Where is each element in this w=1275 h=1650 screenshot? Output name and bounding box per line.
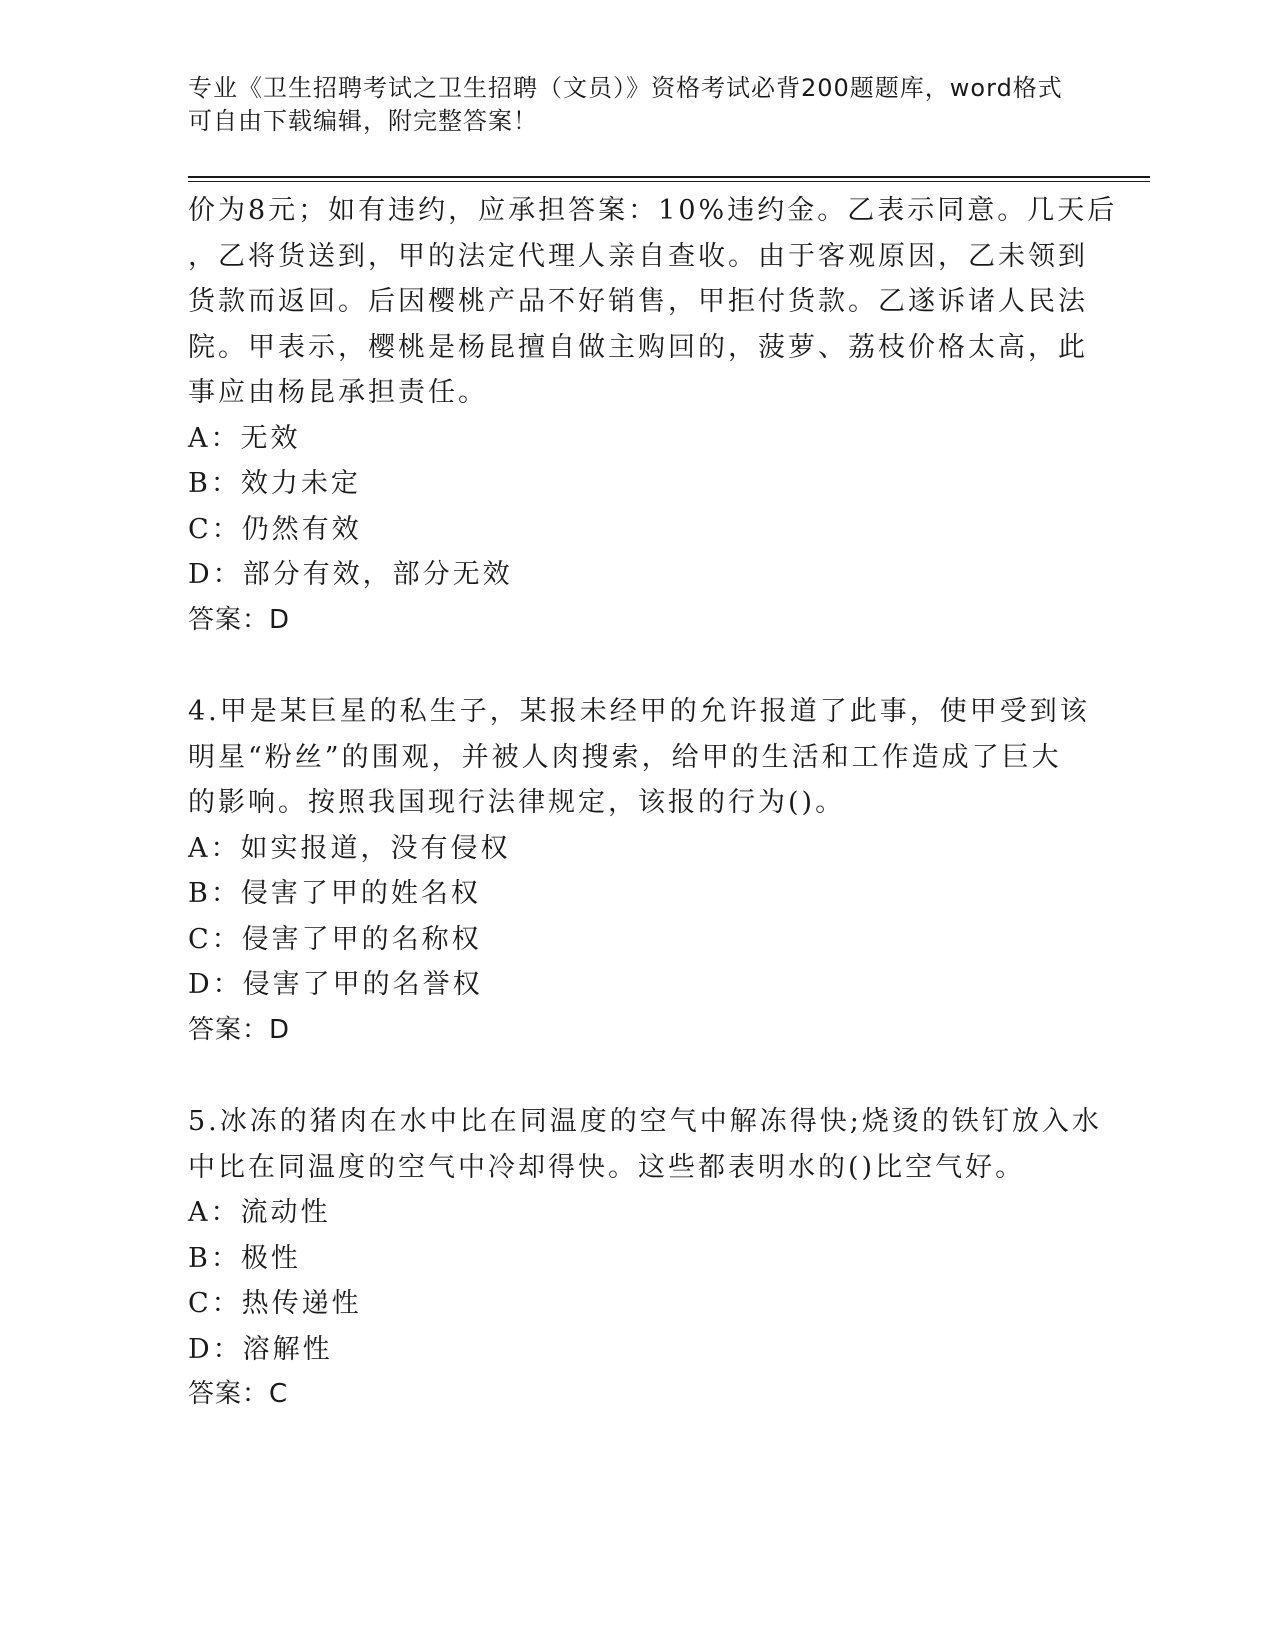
question-spacer [188,1053,1088,1099]
question-3-stem-line-2: ，乙将货送到，甲的法定代理人亲自查收。由于客观原因，乙未领到 [188,240,1088,272]
question-3-stem-line-1: 价为8元；如有违约，应承担答案：10%违约金。乙表示同意。几天后 [188,195,1118,226]
question-3-answer: 答案：D [188,604,291,635]
question-5-stem-line-2: 中比在同温度的空气中冷却得快。这些都表明水的()比空气好。 [188,1151,1026,1183]
question-3-stem-line-3: 货款而返回。后因樱桃产品不好销售，甲拒付货款。乙遂诉诸人民法 [188,286,1088,317]
question-spacer [188,643,1088,689]
header-divider-thick [188,176,1150,178]
question-5-option-d: D：溶解性 [188,1333,333,1365]
question-5-option-a: A：流动性 [188,1197,331,1228]
question-3-option-a: A：无效 [188,422,301,454]
question-3-option-c: C：仍然有效 [188,513,362,545]
question-4-stem-line-3: 的影响。按照我国现行法律规定，该报的行为()。 [188,787,846,818]
question-3-stem-line-5: 事应由杨昆承担责任。 [188,377,488,408]
question-3-option-b: B：效力未定 [188,468,361,499]
question-4-answer: 答案：D [188,1014,291,1045]
header-title-line-2: 可自由下载编辑，附完整答案！ [188,107,538,135]
question-4-option-b: B：侵害了甲的姓名权 [188,878,481,909]
question-4-option-d: D：侵害了甲的名誉权 [188,969,483,1000]
document-body [188,188,1118,1418]
document-header [188,72,1088,138]
question-5-stem-line-1: 5.冰冻的猪肉在水中比在同温度的空气中解冻得快;烧烫的铁钉放入水 [188,1106,1102,1137]
question-4-option-a: A：如实报道，没有侵权 [188,832,511,864]
question-5-option-c: C：热传递性 [188,1288,362,1319]
question-4 [188,689,1088,1053]
question-4-stem-line-2: 明星“粉丝”的围观，并被人肉搜索，给甲的生活和工作造成了巨大 [188,741,1062,773]
question-3-option-d: D：部分有效，部分无效 [188,559,513,590]
question-3 [188,188,1118,643]
question-4-option-c: C：侵害了甲的名称权 [188,923,482,955]
question-5-option-b: B：极性 [188,1242,301,1274]
question-4-stem-line-1: 4.甲是某巨星的私生子，某报未经甲的允许报道了此事，使甲受到该 [188,696,1090,727]
question-3-stem-line-4: 院。甲表示，樱桃是杨昆擅自做主购回的，菠萝、荔枝价格太高，此 [188,331,1088,363]
question-5-answer: 答案：C [188,1379,289,1409]
question-5 [188,1099,1102,1418]
header-divider-thin [188,181,1150,182]
header-title-line-1: 专业《卫生招聘考试之卫生招聘（文员）》资格考试必背200题题库，word格式 [188,74,1063,102]
